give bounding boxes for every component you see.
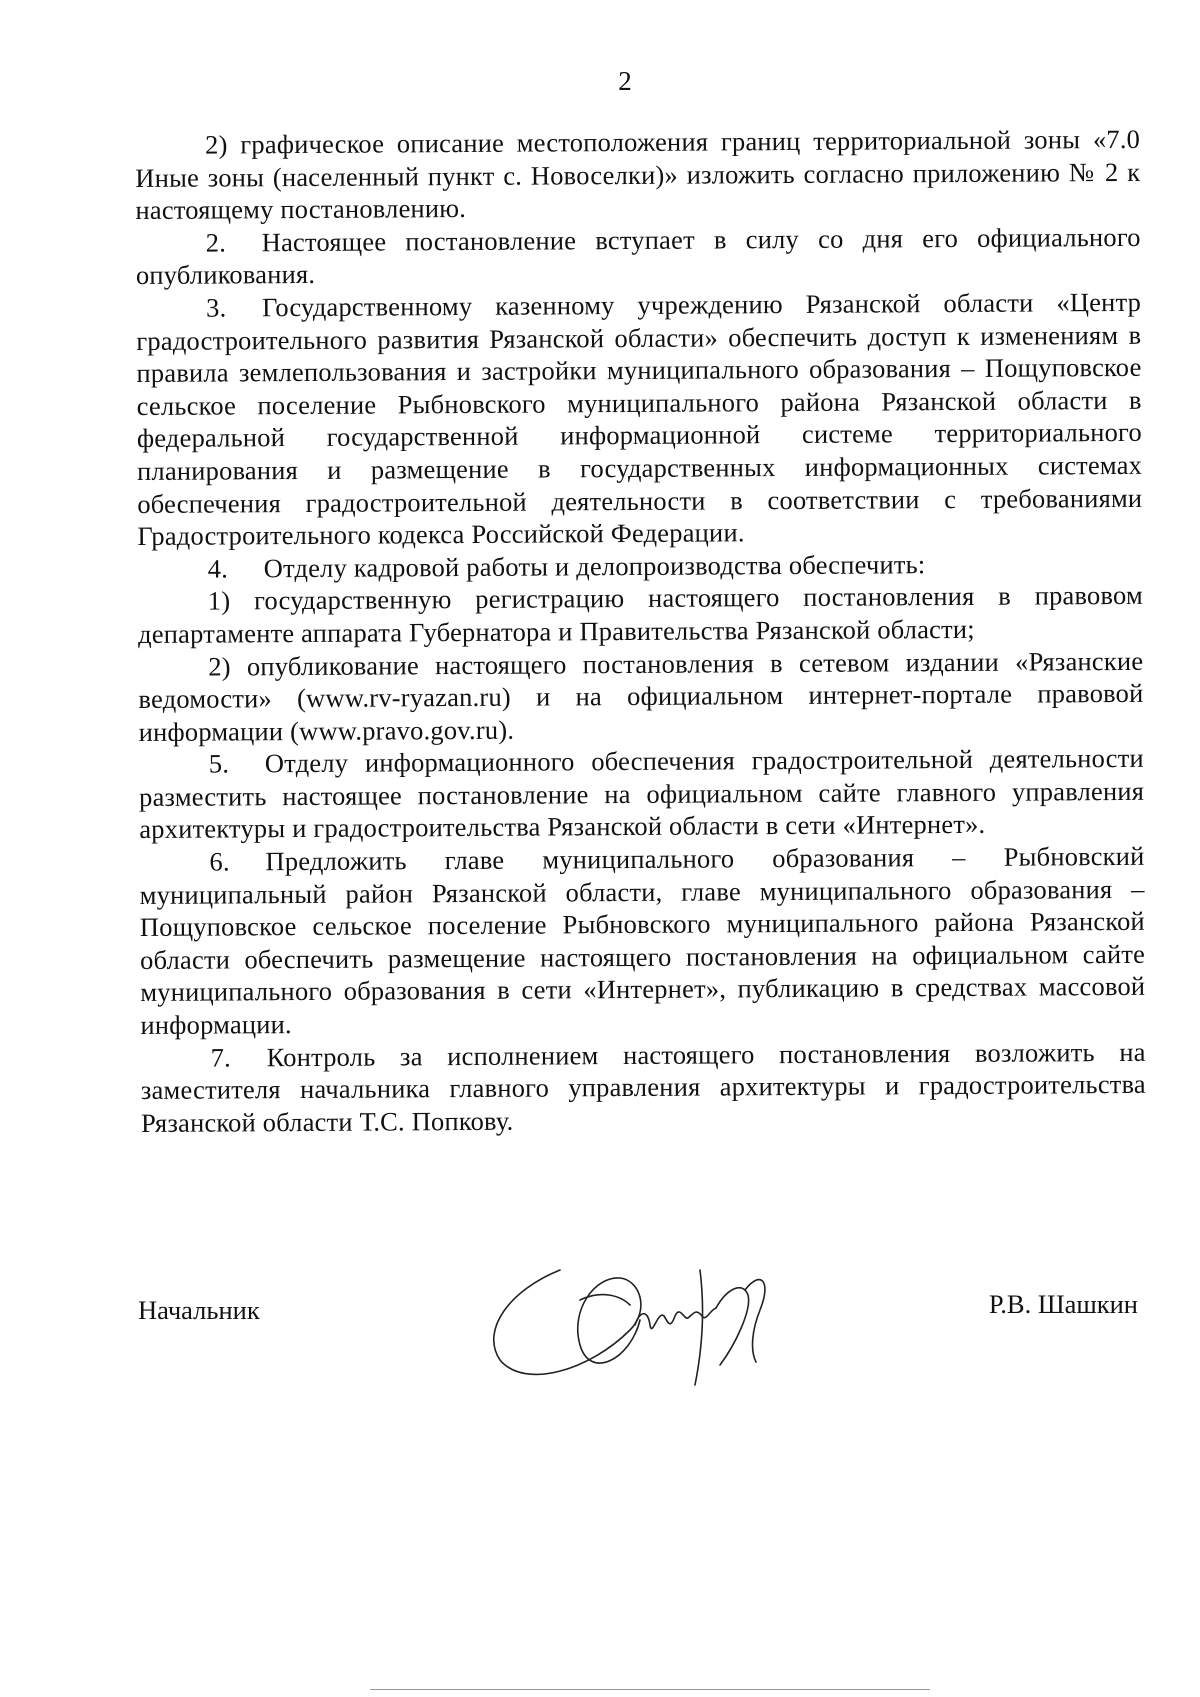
paragraph-5 bbox=[139, 742, 1145, 846]
paragraph-number: 5. bbox=[208, 748, 230, 779]
paragraph-text: 2) опубликование настоящего постановления в сетевом издании «Рязанские ведомости» (www.rv-ryazan.ru) и на официальном интернет-портале правовой информации (www.pravo.gov.ru). bbox=[138, 645, 1144, 747]
paragraph-number: 7. bbox=[210, 1042, 232, 1073]
signatory-title: Начальник bbox=[138, 1295, 260, 1325]
paragraph-text: Контроль за исполнением настоящего постановления возложить на заместителя начальника главного управления архитектуры и градостроительства Рязанской области Т.С. Попкову. bbox=[140, 1036, 1146, 1138]
paragraph-4-sub2 bbox=[138, 644, 1144, 748]
signatory-name: Р.В. Шашкин bbox=[988, 1289, 1138, 1319]
paragraph-number: 4. bbox=[207, 553, 229, 584]
paragraph-text: Предложить главе муниципального образования – Рыбновский муниципальный район Рязанской области, главе муниципального образования – Пощуповское сельское поселение Рыбновского муниципального района Рязанской области обеспечить размещение настоящего постановления на официальном сайте муниципального образования в сети «Интернет», публикацию в средствах массовой информации. bbox=[139, 840, 1146, 1041]
paragraph-3 bbox=[136, 286, 1143, 553]
signature-block bbox=[0, 1289, 1200, 1355]
paragraph-text: Настоящее постановление вступает в силу со дня его официального опубликования. bbox=[135, 221, 1141, 291]
paragraph-item-2-sub2 bbox=[135, 123, 1141, 227]
paragraph-number: 6. bbox=[209, 846, 230, 877]
document-body bbox=[135, 123, 1146, 1140]
paragraph-text: 1) государственную регистрацию настоящего постановления в правовом департаменте аппарата Губернатора и Правительства Рязанской области; bbox=[137, 580, 1143, 649]
paragraph-text: Государственному казенному учреждению Рязанской области «Центр градостроительного развития Рязанской области» обеспечить доступ к изменениям в правила землепользования и застройки муниципального образования – Пощуповское сельское поселение Рыбновского муниципального района Рязанской области в федеральной государственной информационной системе территориального планирования и размещение в государственных информационных системах обеспечения градостроительной деятельности в соответствии с требованиями Градостроительного кодекса Российской Федерации. bbox=[136, 286, 1143, 552]
paragraph-number: 2. bbox=[205, 227, 227, 258]
paragraph-4-sub1 bbox=[138, 579, 1143, 650]
scan-edge-divider bbox=[370, 1689, 930, 1690]
paragraph-number: 3. bbox=[206, 292, 227, 323]
paragraph-text: Отделу кадровой работы и делопроизводства обеспечить: bbox=[263, 548, 926, 583]
paragraph-7 bbox=[141, 1035, 1147, 1139]
paragraph-text: Отделу информационного обеспечения градостроительной деятельности разместить настоящее постановление на официальном сайте главного управления архитектуры и градостроительства Рязанской области в сети «Интернет». bbox=[138, 743, 1145, 845]
paragraph-6 bbox=[139, 840, 1145, 1042]
page-number: 2 bbox=[618, 66, 632, 96]
paragraph-2 bbox=[136, 221, 1141, 292]
paragraph-text: 2) графическое описание местоположения границ территориальной зоны «7.0 Иные зоны (населенный пункт с. Новоселки)» изложить согласно приложению № 2 к настоящему постановлению. bbox=[135, 123, 1141, 226]
